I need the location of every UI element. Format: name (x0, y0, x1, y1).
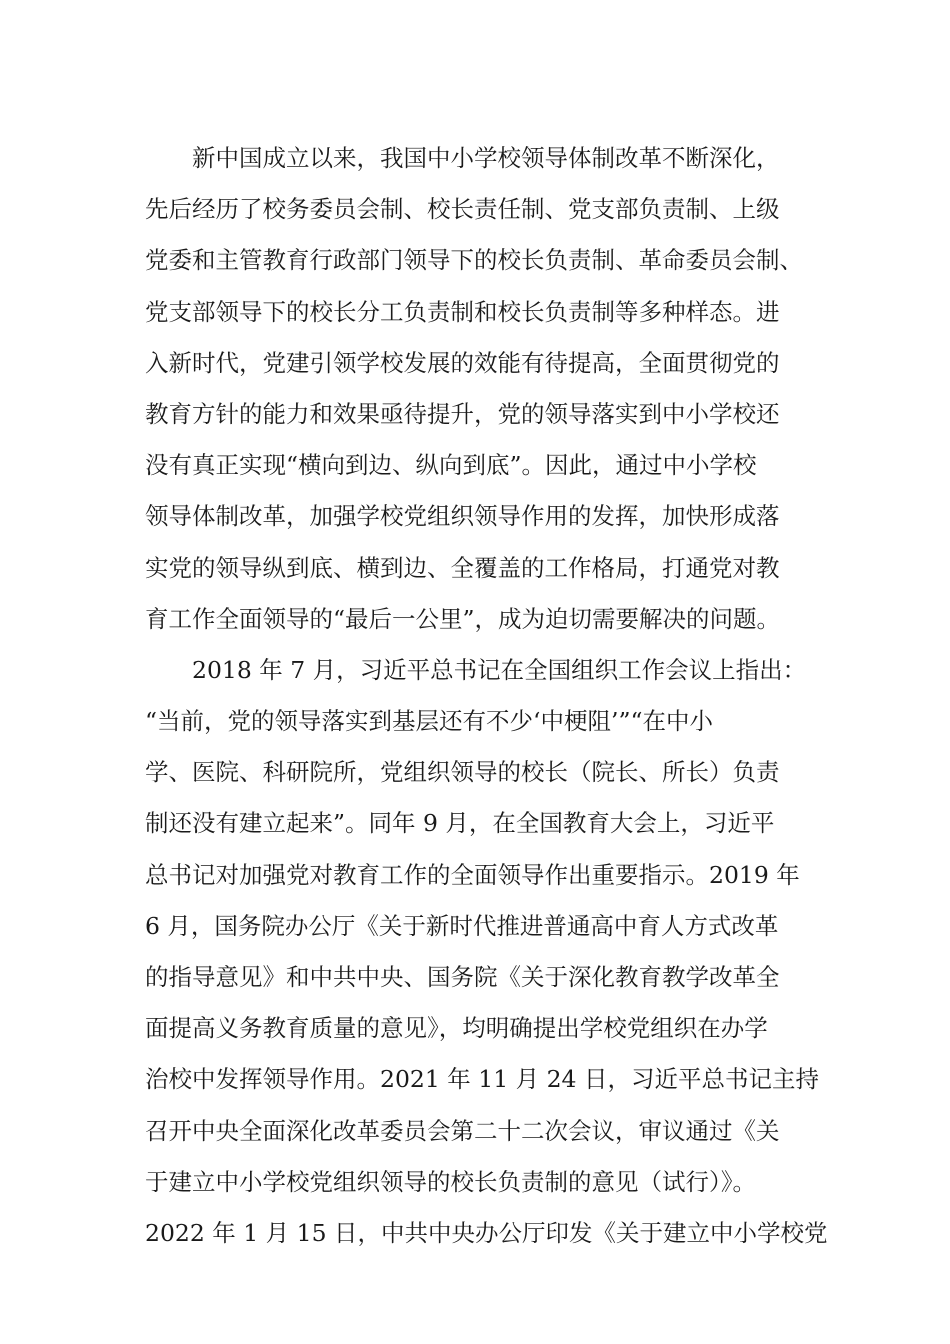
text-line: 党委和主管教育行政部门领导下的校长负责制、革命委员会制、 (145, 246, 803, 275)
text-line: 新中国成立以来，我国中小学校领导体制改革不断深化， (192, 144, 780, 172)
text-line: 的指导意见》和中共中央、国务院《关于深化教育教学改革全 (145, 963, 780, 991)
paragraph-2 (145, 645, 828, 1259)
text-line: 入新时代，党建引领学校发展的效能有待提高，全面贯彻党的 (145, 348, 780, 377)
text-line: 先后经历了校务委员会制、校长责任制、党支部负责制、上级 (145, 195, 780, 224)
text-line: 教育方针的能力和效果亟待提升，党的领导落实到中小学校还 (145, 399, 780, 428)
paragraph-1 (145, 133, 825, 645)
text-line: 2022 年 1 月 15 日，中共中央办公厅印发《关于建立中小学校党 (145, 1218, 828, 1247)
document-body (145, 133, 828, 1259)
text-line: 2018 年 7 月，习近平总书记在全国组织工作会议上指出： (192, 655, 807, 684)
text-line: 党支部领导下的校长分工负责制和校长负责制等多种样态。进 (145, 297, 780, 326)
text-line: 制还没有建立起来”。同年 9 月，在全国教育大会上，习近平 (145, 809, 775, 838)
text-line: 召开中央全面深化改革委员会第二十二次会议，审议通过《关 (145, 1116, 780, 1145)
text-line: 育工作全面领导的“最后一公里”，成为迫切需要解决的问题。 (145, 604, 781, 633)
text-line: 总书记对加强党对教育工作的全面领导作出重要指示。2019 年 (145, 860, 800, 889)
text-line: 6 月，国务院办公厅《关于新时代推进普通高中育人方式改革 (145, 911, 779, 940)
text-line: 学、医院、科研院所，党组织领导的校长（院长、所长）负责 (145, 758, 780, 787)
text-line: 治校中发挥领导作用。2021 年 11 月 24 日，习近平总书记主持 (145, 1065, 819, 1094)
text-line: “当前，党的领导落实到基层还有不少‘中梗阻’”“在中小 (145, 707, 713, 736)
text-line: 没有真正实现“横向到边、纵向到底”。因此，通过中小学校 (145, 451, 757, 480)
text-line: 领导体制改革，加强学校党组织领导作用的发挥，加快形成落 (145, 502, 780, 531)
text-line: 面提高义务教育质量的意见》，均明确提出学校党组织在办学 (145, 1014, 768, 1043)
text-line: 于建立中小学校党组织领导的校长负责制的意见（试行）》。 (145, 1167, 756, 1196)
text-line: 实党的领导纵到底、横到边、全覆盖的工作格局，打通党对教 (145, 553, 780, 582)
